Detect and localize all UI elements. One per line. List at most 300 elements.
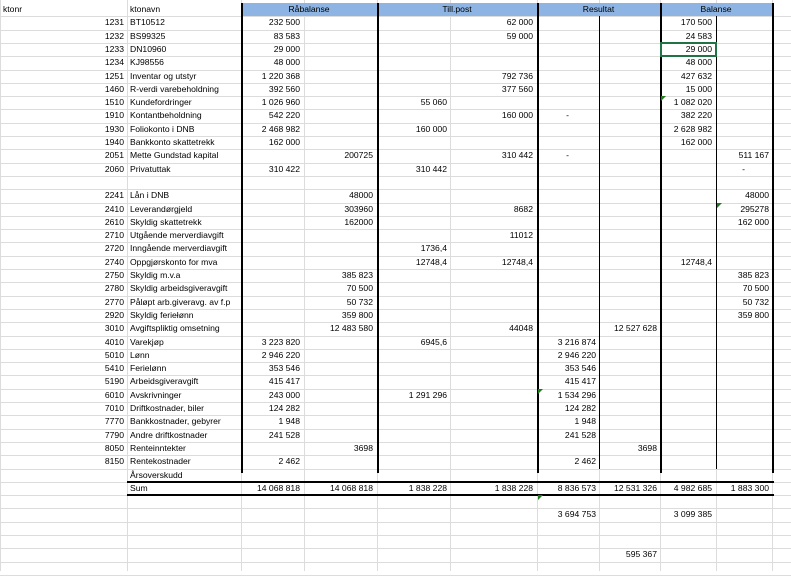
cell-rabalanse-kredit[interactable] [306,43,373,56]
cell-tillpost-kredit[interactable]: 310 442 [501,150,533,160]
cell-balanse-debet[interactable] [662,415,712,428]
cell-tillpost-debet[interactable]: 1 838 228 [408,483,447,493]
cell-rabalanse-debet[interactable]: 124 282 [268,403,300,413]
cell-balanse-debet[interactable]: 48 000 [685,57,712,67]
cell-ktonr[interactable]: 1251 [104,71,124,81]
cell-ktonr[interactable] [70,482,124,495]
cell-tillpost-kredit[interactable]: 8682 [513,204,533,214]
cell-tillpost-kredit[interactable] [452,216,533,229]
cell-rabalanse-debet[interactable]: 162 000 [268,137,300,147]
cell-tillpost-debet[interactable]: 310 442 [415,164,447,174]
cell-rabalanse-debet[interactable]: 353 546 [268,363,300,373]
cell-tillpost-debet[interactable] [379,216,447,229]
cell-ktonavn[interactable]: Privatuttak [130,164,171,174]
cell-balanse-debet[interactable]: 382 220 [680,110,712,120]
cell-resultat-debet[interactable] [539,256,596,269]
cell-balanse-debet[interactable]: 2 628 982 [673,124,712,134]
cell-ktonavn[interactable]: Avskrivninger [130,390,182,400]
cell-ktonr[interactable]: 7790 [104,430,124,440]
cell-tillpost-debet[interactable] [379,136,447,149]
cell-tillpost-debet[interactable] [379,56,447,69]
cell-balanse-kredit[interactable] [718,96,769,109]
cell-resultat-kredit[interactable] [601,229,657,242]
cell-resultat-kredit[interactable] [601,70,657,83]
cell-tillpost-kredit[interactable] [452,269,533,282]
cell-tillpost-kredit[interactable]: 377 560 [501,84,533,94]
cell-tillpost-debet[interactable] [379,269,447,282]
cell-resultat-debet[interactable] [539,309,596,322]
cell-rabalanse-debet[interactable]: 83 583 [273,31,300,41]
cell-rabalanse-kredit[interactable] [306,349,373,362]
cell-balanse-kredit[interactable] [718,56,769,69]
cell-ktonr[interactable]: 2780 [104,283,124,293]
cell-resultat-debet[interactable]: - [566,110,569,120]
cell-tillpost-debet[interactable] [379,415,447,428]
cell-rabalanse-kredit[interactable]: 12 483 580 [329,323,373,333]
cell-resultat-debet[interactable]: 8 836 573 [557,483,596,493]
cell-rabalanse-debet[interactable] [243,442,300,455]
cell-resultat-kredit[interactable] [601,30,657,43]
cell-resultat-debet[interactable] [539,229,596,242]
cell-ktonr[interactable] [70,469,124,482]
cell-rabalanse-kredit[interactable]: 3698 [353,443,373,453]
cell-rabalanse-debet[interactable]: 1 220 368 [261,71,300,81]
cell-tillpost-kredit[interactable] [452,442,533,455]
cell-ktonavn[interactable]: Leverandørgjeld [130,204,193,214]
cell-balanse-kredit[interactable] [718,429,769,442]
cell-resultat-kredit[interactable] [601,309,657,322]
cell-tillpost-kredit[interactable]: 160 000 [501,110,533,120]
cell-rabalanse-kredit[interactable]: 50 732 [346,297,373,307]
cell-rabalanse-kredit[interactable] [306,415,373,428]
cell-balanse-kredit[interactable] [718,229,769,242]
cell-tillpost-kredit[interactable] [452,455,533,468]
cell-balanse-debet[interactable] [662,242,712,255]
cell-resultat-kredit[interactable] [601,43,657,56]
cell-rabalanse-debet[interactable]: 1 948 [278,416,300,426]
cell-rabalanse-debet[interactable]: 542 220 [268,110,300,120]
cell-tillpost-debet[interactable] [379,402,447,415]
cell-balanse-kredit[interactable] [718,349,769,362]
cell-ktonr[interactable]: 8150 [104,456,124,466]
cell-balanse-kredit[interactable] [718,389,769,402]
cell-rabalanse-kredit[interactable]: 200725 [344,150,373,160]
cell-balanse-kredit[interactable] [718,109,769,122]
cell-balanse-debet[interactable] [662,402,712,415]
cell-tillpost-kredit[interactable] [452,402,533,415]
cell-balanse-debet[interactable] [662,429,712,442]
cell-balanse-debet[interactable] [662,389,712,402]
cell-rabalanse-debet[interactable]: 2 946 220 [261,350,300,360]
cell-rabalanse-kredit[interactable] [306,96,373,109]
cell-ktonavn[interactable]: R-verdi varebeholdning [130,84,219,94]
cell-ktonavn[interactable]: Varekjøp [130,337,164,347]
cell-tillpost-debet[interactable] [379,309,447,322]
cell-rabalanse-debet[interactable] [243,189,300,202]
cell-tillpost-kredit[interactable] [452,309,533,322]
cell-ktonavn[interactable]: KJ98556 [130,57,164,67]
cell-ktonavn[interactable]: Lån i DNB [130,190,170,200]
cell-resultat-kredit[interactable] [601,83,657,96]
cell-rabalanse-debet[interactable] [243,176,300,189]
cell-resultat-debet[interactable] [539,43,596,56]
cell-rabalanse-debet[interactable] [243,256,300,269]
cell-tillpost-kredit[interactable] [452,375,533,388]
cell-balanse-kredit[interactable]: 511 167 [738,150,769,160]
cell-balanse-kredit[interactable]: 50 732 [742,297,769,307]
cell-balanse-kredit[interactable] [718,375,769,388]
cell-balanse-debet[interactable] [662,349,712,362]
cell-resultat-kredit[interactable] [601,402,657,415]
cell-resultat-debet[interactable] [539,442,596,455]
cell-tillpost-kredit[interactable] [452,96,533,109]
cell-balanse-debet[interactable]: 427 632 [680,71,712,81]
cell-ktonr[interactable]: 1232 [104,31,124,41]
cell-tillpost-kredit[interactable]: 59 000 [506,31,533,41]
cell-tillpost-kredit[interactable] [452,56,533,69]
cell-ktonr[interactable]: 1231 [104,17,124,27]
cell-rabalanse-kredit[interactable] [306,402,373,415]
cell-rabalanse-kredit[interactable]: 162000 [344,217,373,227]
cell-ktonavn[interactable]: Utgående merverdiavgift [130,230,224,240]
cell-tillpost-kredit[interactable] [452,336,533,349]
cell-balanse-debet[interactable] [662,149,712,162]
cell-resultat-kredit[interactable] [601,123,657,136]
cell-balanse-kredit[interactable] [718,362,769,375]
cell-resultat-kredit[interactable] [601,96,657,109]
cell-resultat-debet[interactable]: 415 417 [564,376,596,386]
cell-resultat-debet[interactable] [539,136,596,149]
cell-resultat-debet[interactable]: 2 946 220 [557,350,596,360]
cell-rabalanse-debet[interactable]: 243 000 [268,390,300,400]
cell-resultat-debet[interactable]: 1 534 296 [557,390,596,400]
cell-rabalanse-debet[interactable] [243,229,300,242]
cell-resultat-debet[interactable]: 1 948 [574,416,596,426]
cell-rabalanse-debet[interactable] [243,269,300,282]
cell-tillpost-kredit[interactable] [452,282,533,295]
cell-tillpost-kredit[interactable] [452,415,533,428]
cell-rabalanse-debet[interactable]: 392 560 [268,84,300,94]
cell-ktonavn[interactable]: BT10512 [130,17,165,27]
cell-resultat-debet[interactable]: 124 282 [564,403,596,413]
cell-ktonavn[interactable]: Kontantbeholdning [130,110,202,120]
cell-rabalanse-kredit[interactable]: 48000 [349,190,373,200]
cell-ktonr[interactable]: 1910 [104,110,124,120]
cell-rabalanse-debet[interactable]: 1 026 960 [261,97,300,107]
cell-tillpost-debet[interactable] [379,43,447,56]
cell-rabalanse-kredit[interactable] [306,70,373,83]
cell-tillpost-kredit[interactable] [452,389,533,402]
cell-rabalanse-debet[interactable] [243,203,300,216]
cell-rabalanse-debet[interactable] [243,242,300,255]
cell-tillpost-kredit[interactable]: 792 736 [501,71,533,81]
cell-rabalanse-kredit[interactable] [306,83,373,96]
cell-ktonavn[interactable]: Foliokonto i DNB [130,124,195,134]
cell-tillpost-debet[interactable] [379,109,447,122]
cell-rabalanse-debet[interactable]: 310 422 [268,164,300,174]
cell-ktonr[interactable]: 1930 [104,124,124,134]
cell-rabalanse-kredit[interactable]: 385 823 [341,270,373,280]
cell-balanse-debet[interactable] [662,203,712,216]
cell-balanse-debet[interactable]: 15 000 [685,84,712,94]
cell-resultat-kredit[interactable]: 12 531 326 [613,483,657,493]
cell-tillpost-debet[interactable]: 1736,4 [420,243,447,253]
cell-balanse-kredit[interactable] [718,256,769,269]
cell-rabalanse-debet[interactable]: 2 462 [278,456,300,466]
cell-resultat-difference[interactable]: 3 694 753 [557,509,596,519]
cell-rabalanse-kredit[interactable] [306,362,373,375]
cell-resultat-debet[interactable] [539,83,596,96]
cell-ktonr[interactable]: 7770 [104,416,124,426]
cell-ktonavn[interactable]: Andre driftkostnader [130,430,208,440]
cell-resultat-debet[interactable] [539,123,596,136]
cell-tillpost-debet[interactable] [379,455,447,468]
cell-ktonr[interactable]: 2410 [104,204,124,214]
cell-rabalanse-kredit[interactable] [306,123,373,136]
cell-ktonavn[interactable]: Bankkostnader, gebyrer [130,416,221,426]
cell-rabalanse-kredit[interactable]: 70 500 [346,283,373,293]
cell-rabalanse-kredit[interactable]: 14 068 818 [329,483,373,493]
cell-resultat-kredit[interactable] [601,189,657,202]
cell-balanse-kredit[interactable] [718,322,769,335]
cell-balanse-kredit[interactable]: 295278 [740,204,769,214]
cell-resultat-debet[interactable] [539,216,596,229]
cell-resultat-kredit[interactable] [601,296,657,309]
cell-rabalanse-kredit[interactable] [306,229,373,242]
cell-ktonr[interactable]: 2920 [104,310,124,320]
cell-resultat-debet[interactable] [539,56,596,69]
cell-resultat-kredit[interactable] [601,216,657,229]
cell-resultat-kredit[interactable] [601,389,657,402]
cell-rabalanse-debet[interactable]: 232 500 [268,17,300,27]
cell-resultat-kredit[interactable]: 12 527 628 [613,323,657,333]
cell-resultat-debet[interactable] [539,30,596,43]
cell-rabalanse-kredit[interactable] [306,256,373,269]
cell-balanse-difference[interactable]: 3 099 385 [673,509,712,519]
cell-ktonavn[interactable]: Ferielønn [130,363,167,373]
cell-balanse-debet[interactable] [662,362,712,375]
cell-tillpost-kredit[interactable] [452,242,533,255]
cell-rabalanse-kredit[interactable]: 303960 [344,204,373,214]
cell-balanse-debet[interactable] [662,163,712,176]
cell-rabalanse-kredit[interactable] [306,429,373,442]
cell-resultat-debet[interactable] [539,296,596,309]
cell-balanse-kredit[interactable]: 1 883 300 [730,483,769,493]
cell-balanse-kredit[interactable]: 48000 [745,190,769,200]
cell-balanse-debet[interactable]: 1 082 020 [673,97,712,107]
cell-tillpost-debet[interactable] [379,176,447,189]
cell-balanse-kredit[interactable] [718,123,769,136]
cell-rabalanse-kredit[interactable]: 359 800 [341,310,373,320]
cell-rabalanse-kredit[interactable] [306,56,373,69]
cell-balanse-kredit[interactable]: 70 500 [742,283,769,293]
cell-balanse-debet[interactable] [662,442,712,455]
cell-resultat-debet[interactable] [539,96,596,109]
cell-resultat-debet[interactable] [539,242,596,255]
cell-ktonr[interactable]: 1510 [104,97,124,107]
cell-ktonavn[interactable]: Avgiftspliktig omsetning [130,323,220,333]
cell-balanse-debet[interactable] [662,269,712,282]
cell-balanse-debet[interactable] [662,455,712,468]
cell-rabalanse-debet[interactable] [243,282,300,295]
cell-balanse-kredit[interactable]: 359 800 [737,310,769,320]
cell-tillpost-kredit[interactable] [452,429,533,442]
cell-resultat-debet[interactable] [539,282,596,295]
cell-resultat-kredit[interactable] [601,362,657,375]
cell-balanse-debet[interactable]: 4 982 685 [673,483,712,493]
cell-balanse-kredit[interactable] [718,136,769,149]
cell-tillpost-kredit[interactable]: 62 000 [506,17,533,27]
cell-resultat-kredit[interactable] [601,429,657,442]
cell-balanse-debet[interactable]: 12748,4 [680,257,712,267]
cell-ktonr[interactable]: 2241 [104,190,124,200]
cell-resultat-debet[interactable] [539,189,596,202]
cell-rabalanse-debet[interactable]: 3 223 820 [261,337,300,347]
cell-bottom-value[interactable]: 595 367 [625,549,657,559]
cell-rabalanse-kredit[interactable] [306,176,373,189]
cell-ktonavn[interactable]: Arbeidsgiveravgift [130,376,199,386]
cell-tillpost-debet[interactable] [379,189,447,202]
cell-rabalanse-kredit[interactable] [306,389,373,402]
cell-balanse-kredit[interactable] [718,70,769,83]
cell-ktonavn[interactable]: Påløpt arb.giveravg. av f.p [130,297,231,307]
cell-balanse-kredit[interactable] [718,242,769,255]
cell-balanse-debet[interactable] [662,229,712,242]
cell-balanse-debet[interactable] [662,336,712,349]
cell-ktonavn[interactable]: Renteinntekter [130,443,186,453]
cell-balanse-kredit[interactable] [718,415,769,428]
cell-tillpost-debet[interactable] [379,349,447,362]
cell-balanse-kredit[interactable] [718,16,769,29]
cell-ktonavn[interactable]: Skyldig m.v.a [130,270,181,280]
cell-ktonavn[interactable]: Skyldig skattetrekk [130,217,202,227]
cell-tillpost-kredit[interactable]: 11012 [509,230,533,240]
cell-tillpost-debet[interactable] [379,149,447,162]
cell-ktonr[interactable]: 1460 [104,84,124,94]
cell-tillpost-kredit[interactable] [452,362,533,375]
cell-tillpost-debet[interactable] [379,203,447,216]
cell-balanse-kredit[interactable] [718,455,769,468]
cell-ktonr[interactable]: 2051 [104,150,124,160]
cell-tillpost-debet[interactable] [379,375,447,388]
cell-resultat-debet[interactable] [539,16,596,29]
cell-tillpost-debet[interactable]: 1 291 296 [408,390,447,400]
cell-tillpost-debet[interactable] [379,282,447,295]
cell-ktonavn[interactable]: Oppgjørskonto for mva [130,257,218,267]
cell-rabalanse-kredit[interactable] [306,163,373,176]
cell-resultat-kredit[interactable] [601,455,657,468]
cell-tillpost-debet[interactable]: 12748,4 [415,257,447,267]
cell-resultat-debet[interactable] [539,269,596,282]
cell-tillpost-debet[interactable] [379,16,447,29]
cell-resultat-debet[interactable]: 3 216 874 [557,337,596,347]
cell-tillpost-debet[interactable] [379,229,447,242]
cell-resultat-kredit[interactable] [601,282,657,295]
cell-ktonavn[interactable]: Inngående merverdiavgift [130,243,227,253]
cell-resultat-debet[interactable] [539,163,596,176]
cell-tillpost-debet[interactable] [379,70,447,83]
cell-ktonr[interactable]: 5190 [104,376,124,386]
cell-resultat-debet[interactable] [539,322,596,335]
cell-resultat-debet[interactable]: 241 528 [564,430,596,440]
cell-tillpost-debet[interactable]: 6945,6 [420,337,447,347]
cell-ktonavn[interactable]: Skyldig arbeidsgiveravgift [130,283,228,293]
cell-ktonavn[interactable]: Sum [130,483,148,493]
cell-rabalanse-debet[interactable] [243,149,300,162]
cell-resultat-kredit[interactable] [601,203,657,216]
cell-tillpost-debet[interactable] [379,362,447,375]
cell-tillpost-kredit[interactable] [452,189,533,202]
cell-ktonr[interactable]: 1940 [104,137,124,147]
cell-ktonavn[interactable]: Kundefordringer [130,97,192,107]
cell-balanse-kredit[interactable]: - [742,164,745,174]
cell-ktonavn[interactable] [130,176,239,189]
cell-tillpost-debet[interactable]: 160 000 [415,124,447,134]
cell-tillpost-debet[interactable] [379,296,447,309]
cell-rabalanse-kredit[interactable] [306,109,373,122]
cell-tillpost-kredit[interactable]: 1 838 228 [494,483,533,493]
cell-balanse-kredit[interactable] [718,442,769,455]
cell-resultat-debet[interactable] [539,70,596,83]
cell-balanse-debet[interactable] [662,282,712,295]
cell-rabalanse-debet[interactable]: 241 528 [268,430,300,440]
cell-resultat-kredit[interactable] [601,136,657,149]
cell-tillpost-kredit[interactable] [452,176,533,189]
cell-rabalanse-kredit[interactable] [306,242,373,255]
cell-ktonavn[interactable]: Rentekostnader [130,456,191,466]
cell-ktonr[interactable]: 2740 [104,257,124,267]
cell-rabalanse-kredit[interactable] [306,30,373,43]
cell-resultat-kredit[interactable] [601,149,657,162]
cell-ktonavn[interactable]: Skyldig feriełønn [130,310,194,320]
cell-ktonr[interactable]: 5010 [104,350,124,360]
cell-ktonr[interactable]: 7010 [104,403,124,413]
cell-tillpost-debet[interactable]: 55 060 [420,97,447,107]
cell-rabalanse-debet[interactable]: 48 000 [273,57,300,67]
cell-tillpost-kredit[interactable] [452,349,533,362]
cell-resultat-debet[interactable]: 353 546 [564,363,596,373]
cell-tillpost-kredit[interactable] [452,123,533,136]
cell-balanse-debet[interactable]: 162 000 [680,137,712,147]
cell-resultat-kredit[interactable] [601,336,657,349]
cell-resultat-kredit[interactable] [601,375,657,388]
cell-ktonr[interactable]: 2770 [104,297,124,307]
cell-rabalanse-debet[interactable] [243,296,300,309]
cell-resultat-debet[interactable] [539,176,596,189]
cell-ktonr[interactable] [70,176,124,189]
cell-ktonr[interactable]: 3010 [104,323,124,333]
cell-resultat-kredit[interactable] [601,242,657,255]
cell-tillpost-kredit[interactable]: 12748,4 [501,257,533,267]
cell-tillpost-debet[interactable] [379,83,447,96]
cell-balanse-debet[interactable] [662,375,712,388]
cell-ktonavn[interactable]: Driftkostnader, biler [130,403,205,413]
cell-balanse-debet[interactable] [662,216,712,229]
cell-balanse-kredit[interactable] [718,83,769,96]
cell-ktonr[interactable]: 1234 [104,57,124,67]
cell-ktonr[interactable]: 2710 [104,230,124,240]
cell-ktonavn[interactable]: Inventar og utstyr [130,71,197,81]
cell-tillpost-kredit[interactable] [452,163,533,176]
cell-rabalanse-debet[interactable]: 29 000 [273,44,300,54]
cell-resultat-debet[interactable] [539,203,596,216]
active-cell-selection[interactable] [660,42,717,57]
cell-resultat-kredit[interactable] [601,163,657,176]
cell-balanse-kredit[interactable] [718,43,769,56]
cell-rabalanse-debet[interactable]: 2 468 982 [261,124,300,134]
cell-resultat-kredit[interactable] [601,415,657,428]
cell-balanse-kredit[interactable] [718,176,769,189]
